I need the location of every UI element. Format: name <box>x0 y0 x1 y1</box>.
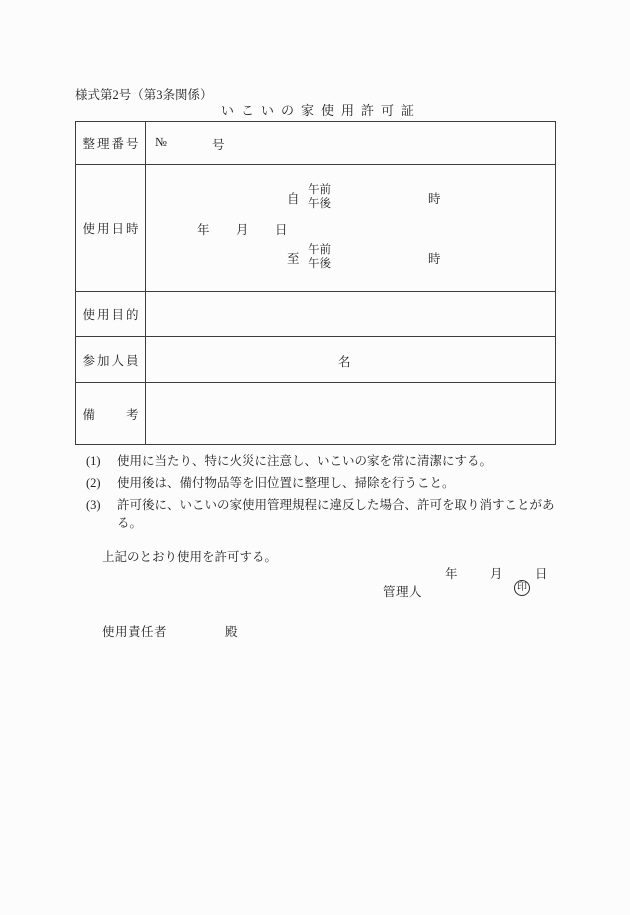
seal-text: 印 <box>517 582 527 593</box>
note-number: (1) <box>86 454 101 468</box>
purpose-value-cell <box>146 292 555 336</box>
seal-icon <box>514 580 530 596</box>
note-text: 許可後に、いこいの家使用管理規程に違反した場合、許可を取り消すことがある。 <box>117 498 555 530</box>
hour-label-from: 時 <box>428 192 441 206</box>
row-label-participants: 参加人員 <box>76 337 146 382</box>
permit-table <box>75 121 556 445</box>
hour-label-to: 時 <box>428 252 441 266</box>
table-row-remarks <box>76 383 555 444</box>
note-number: (2) <box>86 476 101 490</box>
row-label-purpose: 使用目的 <box>76 292 146 336</box>
row-label-serial: 整理番号 <box>76 122 146 164</box>
am-label: 午前 <box>308 244 331 256</box>
note-number: (3) <box>86 498 101 512</box>
participants-unit-label: 名 <box>338 355 351 369</box>
ampm-stack-to <box>308 243 331 271</box>
remarks-value-cell <box>146 383 555 444</box>
from-label: 自 <box>287 192 300 206</box>
table-row-purpose <box>76 292 555 337</box>
to-label: 至 <box>287 252 300 266</box>
table-row-serial <box>76 122 555 165</box>
table-row-participants <box>76 337 555 383</box>
page-title: いこいの家使用許可証 <box>220 103 421 118</box>
datetime-value-cell <box>146 165 555 291</box>
ampm-stack-from <box>308 183 331 211</box>
row-label-remarks: 備 考 <box>76 383 146 444</box>
participants-value-cell <box>146 337 555 382</box>
date-placeholder-line: 年 月 日 <box>197 223 289 237</box>
approval-sentence: 上記のとおり使用を許可する。 <box>102 550 278 564</box>
form-number: 様式第2号（第3条関係） <box>75 88 213 102</box>
pm-label: 午後 <box>308 198 331 210</box>
table-row-datetime <box>76 165 555 292</box>
responsible-person-label: 使用責任者 <box>102 625 168 639</box>
notes-list <box>86 452 558 536</box>
manager-label: 管理人 <box>383 585 423 599</box>
serial-unit-label: 号 <box>212 138 225 152</box>
note-text: 使用に当たり、特に火災に注意し、いこいの家を常に清潔にする。 <box>117 454 493 468</box>
numero-sign: № <box>155 135 167 149</box>
footer-date-line: 年 月 日 <box>445 567 558 581</box>
serial-value-cell <box>146 122 555 164</box>
am-label: 午前 <box>308 184 331 196</box>
pm-label: 午後 <box>308 258 331 270</box>
note-text: 使用後は、備付物品等を旧位置に整理し、掃除を行うこと。 <box>117 476 455 490</box>
row-label-datetime: 使用日時 <box>76 165 146 291</box>
note-item <box>86 496 558 532</box>
honorific-label: 殿 <box>225 625 238 639</box>
note-item <box>86 474 558 492</box>
note-item <box>86 452 558 470</box>
